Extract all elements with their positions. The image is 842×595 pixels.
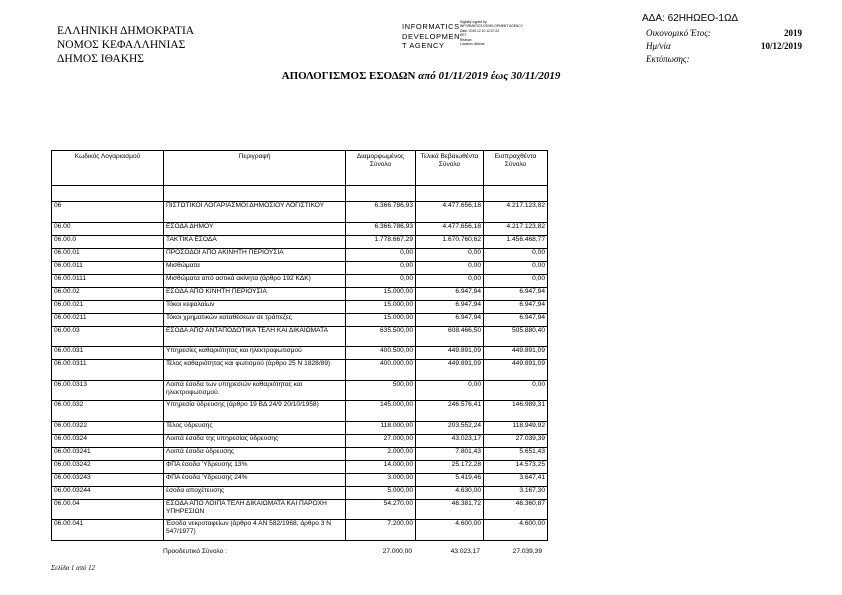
cell-collected: 146.989,31 <box>484 401 548 422</box>
signer-line-3: T AGENCY <box>402 41 445 50</box>
meta-label: Ημ/νία <box>646 41 671 51</box>
issuer-line-3: ΔΗΜΟΣ ΙΘΑΚΗΣ <box>57 53 144 65</box>
meta-print <box>646 53 802 66</box>
cell-description: ΠΡΟΣΟΔΟΙ ΑΠΟ ΑΚΙΝΗΤΗ ΠΕΡΙΟΥΣΙΑ <box>164 248 346 261</box>
table-row <box>52 460 548 473</box>
cell-budgeted: 145.000,00 <box>346 401 416 422</box>
cell-code: 06.00.0 <box>52 235 164 248</box>
cell-code: 06.00.0322 <box>52 421 164 434</box>
cell-code: 06.00.011 <box>52 261 164 274</box>
table-row <box>52 434 548 447</box>
cell-certified: 608.466,50 <box>416 326 484 347</box>
cell-collected: 0,00 <box>484 261 548 274</box>
cell-description: Μισθώματα από αστικά ακίνητα (άρθρο 192 ΚΔΚ) <box>164 274 346 287</box>
cell-budgeted: 0,00 <box>346 261 416 274</box>
sig-line: EET <box>460 33 467 38</box>
table-row <box>52 222 548 235</box>
cell-code: 06.00.04 <box>52 499 164 520</box>
cell-budgeted: 15.000,00 <box>346 300 416 313</box>
cell-description: Μισθώματα <box>164 261 346 274</box>
page-number: Σελίδα 1 από 12 <box>51 565 95 572</box>
table-row <box>52 261 548 274</box>
progressive-total-collected: 27.039,39 <box>512 548 542 555</box>
cell-description: Υπηρεσίες καθαριότητας και ηλεκτροφωτισμού <box>164 347 346 360</box>
cell-description: Τόκοι κεφαλαίων <box>164 300 346 313</box>
cell-certified: 25.172,28 <box>416 460 484 473</box>
digital-signature-details <box>460 20 530 46</box>
cell-description: ΤΑΚΤΙΚΑ ΕΣΟΔΑ <box>164 235 346 248</box>
signer-line-2: DEVELOPMEN <box>402 31 461 41</box>
cell-certified: 6.947,94 <box>416 287 484 300</box>
cell-certified: 46.381,72 <box>416 499 484 520</box>
cell-code: 06.00.031 <box>52 347 164 360</box>
table-row <box>52 380 548 401</box>
cell-description: ΕΣΟΔΑ ΔΗΜΟΥ <box>164 222 346 235</box>
progressive-total-certified: 43.023,17 <box>450 548 480 555</box>
cell-certified: 7.801,43 <box>416 447 484 460</box>
table-spacer-row <box>52 186 548 202</box>
table-row <box>52 326 548 347</box>
cell-description: ΕΣΟΔΑ ΑΠΟ ΚΙΝΗΤΗ ΠΕΡΙΟΥΣΙΑ <box>164 287 346 300</box>
cell-code: 06.00.041 <box>52 520 164 541</box>
table-row <box>52 287 548 300</box>
cell-collected: 6.947,94 <box>484 287 548 300</box>
cell-certified: 449.891,09 <box>416 360 484 381</box>
report-title-main: ΑΠΟΛΟΓΙΣΜΟΣ ΕΣΟΔΩΝ <box>281 70 416 82</box>
cell-budgeted: 5.000,00 <box>346 486 416 499</box>
cell-collected: 1.456.468,77 <box>484 235 548 248</box>
revenue-table <box>51 150 548 541</box>
cell-code: 06.00.021 <box>52 300 164 313</box>
cell-budgeted: 400.000,00 <box>346 360 416 381</box>
cell-description: Λοιπά έσοδα των υπηρεσιών καθαριότητας και ηλεκτροφωτισμού. <box>164 380 346 401</box>
cell-collected: 0,00 <box>484 274 548 287</box>
progressive-total-budgeted: 27.000,00 <box>382 548 412 555</box>
cell-collected: 46.360,87 <box>484 499 548 520</box>
cell-description: ΦΠΑ έσοδα Ύδρευσης 24% <box>164 473 346 486</box>
cell-budgeted: 2.000,00 <box>346 447 416 460</box>
ada-code: ΑΔΑ: 62ΗΗΩΕΟ-1ΩΔ <box>642 13 739 24</box>
cell-code: 06.00.0311 <box>52 360 164 381</box>
table-row <box>52 248 548 261</box>
cell-description: Τέλος καθαριότητας και φωτισμού (άρθρο 25 Ν 1828/89) <box>164 360 346 381</box>
cell-description: Τόκοι χρηματικών καταθέσεων σε τράπεζες <box>164 313 346 326</box>
cell-code: 06.00.03244 <box>52 486 164 499</box>
cell-collected: 505.880,40 <box>484 326 548 347</box>
cell-budgeted: 6.366.786,93 <box>346 202 416 223</box>
table-row <box>52 347 548 360</box>
cell-code: 06.00.0313 <box>52 380 164 401</box>
cell-certified: 1.670.760,62 <box>416 235 484 248</box>
sig-line: Digitally signed by <box>460 20 487 24</box>
table-row <box>52 520 548 541</box>
col-header-certified: Τελικά Βεβαιωθέντα Σύνολο <box>416 151 484 186</box>
cell-description: ΕΣΟΔΑ ΑΠΟ ΑΝΤΑΠΟΔΟΤΙΚΑ ΤΕΛΗ ΚΑΙ ΔΙΚΑΙΩΜΑΤΑ <box>164 326 346 347</box>
cell-code: 06.00.03241 <box>52 447 164 460</box>
meta-value: 2019 <box>784 28 802 38</box>
cell-budgeted: 15.000,00 <box>346 287 416 300</box>
cell-code: 06.00.03242 <box>52 460 164 473</box>
cell-collected: 3.167,30 <box>484 486 548 499</box>
meta-fiscal-year <box>646 27 802 40</box>
table-row <box>52 499 548 520</box>
cell-collected: 6.947,94 <box>484 313 548 326</box>
cell-budgeted: 635.500,00 <box>346 326 416 347</box>
meta-value <box>756 53 802 66</box>
col-header-collected: Εισπραχθέντα Σύνολο <box>484 151 548 186</box>
cell-budgeted: 27.000,00 <box>346 434 416 447</box>
cell-certified: 6.947,94 <box>416 313 484 326</box>
cell-budgeted: 3.000,00 <box>346 473 416 486</box>
cell-certified: 4.477.656,18 <box>416 202 484 223</box>
cell-budgeted: 118.000,00 <box>346 421 416 434</box>
cell-certified: 0,00 <box>416 248 484 261</box>
meta-label: Εκτύπωσης: <box>646 54 690 64</box>
cell-certified: 0,00 <box>416 274 484 287</box>
table-row <box>52 447 548 460</box>
cell-collected: 449.891,09 <box>484 360 548 381</box>
issuer-header <box>57 24 194 66</box>
table-row <box>52 401 548 422</box>
cell-certified: 203.552,24 <box>416 421 484 434</box>
cell-collected: 118.949,92 <box>484 421 548 434</box>
cell-description: Λοιπά έσοδα της υπηρεσίας ύδρευσης <box>164 434 346 447</box>
cell-description: έσοδα αποχέτευσης <box>164 486 346 499</box>
cell-collected: 449.891,09 <box>484 347 548 360</box>
cell-certified: 4.630,00 <box>416 486 484 499</box>
issuer-line-2: ΝΟΜΟΣ ΚΕΦΑΛΛΗΝΙΑΣ <box>57 39 186 51</box>
cell-collected: 27.039,39 <box>484 434 548 447</box>
progressive-total-label: Προοδευτικό Σύνολο : <box>163 548 227 555</box>
cell-certified: 449.891,09 <box>416 347 484 360</box>
table-row <box>52 313 548 326</box>
cell-description: Λοιπά έσοδα ύδρευσης <box>164 447 346 460</box>
table-row <box>52 235 548 248</box>
cell-budgeted: 1.778.667,29 <box>346 235 416 248</box>
cell-collected: 5.651,43 <box>484 447 548 460</box>
signature-block <box>402 22 460 51</box>
cell-code: 06 <box>52 202 164 223</box>
cell-code: 06.00.0111 <box>52 274 164 287</box>
cell-certified: 6.947,94 <box>416 300 484 313</box>
sig-line: INFORMATICS DEVELOPMENT AGENCY <box>460 24 523 29</box>
cell-description: Τέλος ύδρευσης <box>164 421 346 434</box>
cell-budgeted: 15.000,00 <box>346 313 416 326</box>
cell-certified: 5.419,46 <box>416 473 484 486</box>
meta-label: Οικονομικό Έτος: <box>646 28 711 38</box>
cell-collected: 4.600,00 <box>484 520 548 541</box>
cell-budgeted: 14.000,00 <box>346 460 416 473</box>
table-row <box>52 300 548 313</box>
cell-collected: 0,00 <box>484 248 548 261</box>
cell-budgeted: 0,00 <box>346 248 416 261</box>
cell-collected: 14.573,25 <box>484 460 548 473</box>
signer-line-1: INFORMATICS <box>402 22 460 31</box>
meta-print-date <box>646 40 802 53</box>
issuer-line-1: ΕΛΛΗΝΙΚΗ ΔΗΜΟΚΡΑΤΙΑ <box>57 25 195 37</box>
cell-code: 06.00.0324 <box>52 434 164 447</box>
cell-collected: 6.947,94 <box>484 300 548 313</box>
cell-code: 06.00.03 <box>52 326 164 347</box>
cell-collected: 3.647,41 <box>484 473 548 486</box>
table-row <box>52 486 548 499</box>
cell-budgeted: 6.366.786,93 <box>346 222 416 235</box>
cell-code: 06.00.0211 <box>52 313 164 326</box>
cell-code: 06.00.01 <box>52 248 164 261</box>
table-row <box>52 473 548 486</box>
cell-description: ΦΠΑ έσοδα Ύδρευσης 13% <box>164 460 346 473</box>
cell-budgeted: 400.500,00 <box>346 347 416 360</box>
report-title-range: από 01/11/2019 έως 30/11/2019 <box>418 70 561 82</box>
cell-description: ΠΙΣΤΩΤΙΚΟΙ ΛΟΓΑΡΙΑΣΜΟΙ ΔΗΜΟΣΙΟΥ ΛΟΓΙΣΤΙΚΟΥ <box>164 202 346 223</box>
table-header-row <box>52 151 548 186</box>
cell-budgeted: 54.270,00 <box>346 499 416 520</box>
cell-description: ΕΣΟΔΑ ΑΠΟ ΛΟΙΠΑ ΤΕΛΗ ΔΙΚΑΙΩΜΑΤΑ ΚΑΙ ΠΑΡΟΧΗ ΥΠΗΡΕΣΙΩΝ <box>164 499 346 520</box>
cell-certified: 246.576,41 <box>416 401 484 422</box>
cell-budgeted: 7.200,00 <box>346 520 416 541</box>
document-meta <box>646 27 802 66</box>
col-header-description: Περιγραφή <box>164 151 346 186</box>
table-row <box>52 360 548 381</box>
cell-description: Υπηρεσία ύδρευσης (άρθρο 19 ΒΔ 24/9 20/10/1958) <box>164 401 346 422</box>
cell-code: 06.00.02 <box>52 287 164 300</box>
cell-budgeted: 0,00 <box>346 274 416 287</box>
cell-collected: 4.217.123,82 <box>484 222 548 235</box>
cell-certified: 0,00 <box>416 261 484 274</box>
cell-certified: 0,00 <box>416 380 484 401</box>
cell-code: 06.00 <box>52 222 164 235</box>
table-body <box>52 186 548 541</box>
table-row <box>52 421 548 434</box>
sig-line: Reason: <box>460 37 473 42</box>
cell-collected: 0,00 <box>484 380 548 401</box>
col-header-code: Κωδικός Λογαριασμού <box>52 151 164 186</box>
cell-certified: 43.023,17 <box>416 434 484 447</box>
cell-certified: 4.600,00 <box>416 520 484 541</box>
cell-budgeted: 500,00 <box>346 380 416 401</box>
meta-value: 10/12/2019 <box>760 41 802 51</box>
table-row <box>52 274 548 287</box>
report-title <box>0 70 842 82</box>
cell-code: 06.00.032 <box>52 401 164 422</box>
cell-description: Έσοδα νεκροταφείων (άρθρο 4 ΑΝ 582/1968, άρθρο 3 Ν 547/1977) <box>164 520 346 541</box>
table-row <box>52 202 548 223</box>
cell-code: 06.00.03243 <box>52 473 164 486</box>
cell-certified: 4.477.656,18 <box>416 222 484 235</box>
sig-line: Location: Athens <box>460 42 485 47</box>
sig-line: Date: 2019.12.10 12:27:22 <box>460 28 500 33</box>
cell-collected: 4.217.123,82 <box>484 202 548 223</box>
col-header-budgeted: Διαμορφωμένος Σύνολο <box>346 151 416 186</box>
